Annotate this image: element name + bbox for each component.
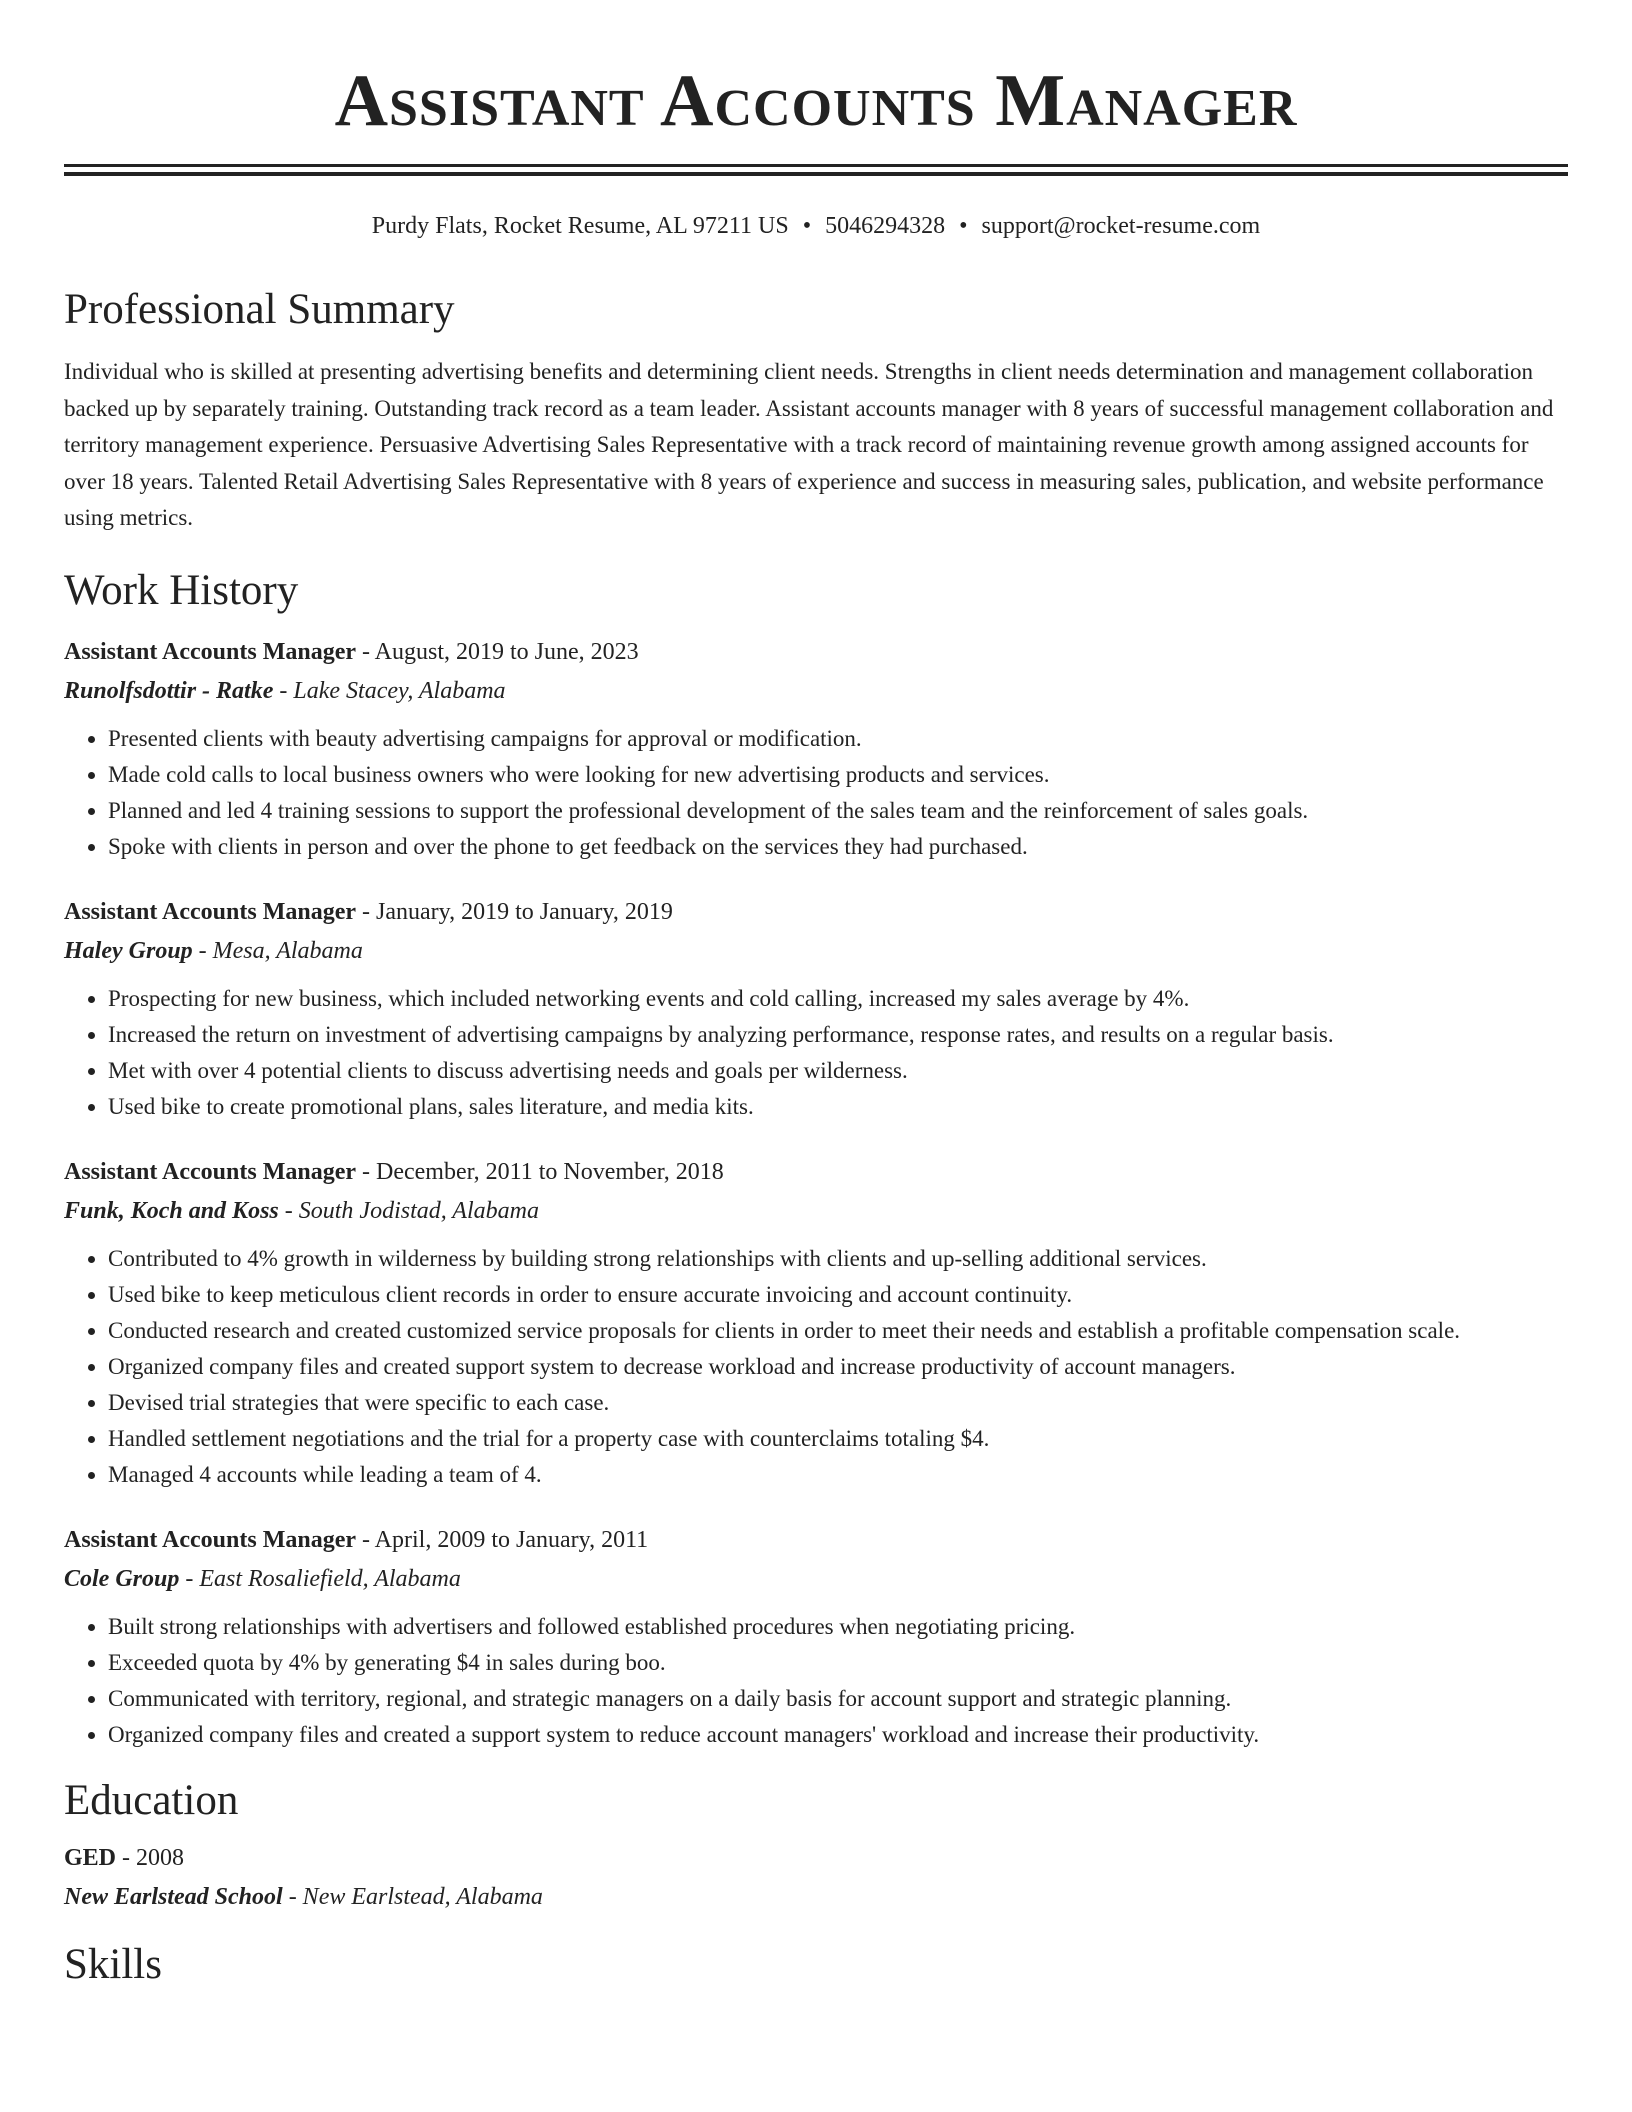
job-company: Funk, Koch and Koss <box>64 1197 279 1224</box>
job-bullet: • Exceeded quota by 4% by generating $4 in sales during boo. <box>108 1645 1568 1681</box>
education-degree: GED <box>64 1844 117 1871</box>
skills-heading: Skills <box>64 1940 162 1988</box>
job-bullet-list <box>64 1241 1568 1493</box>
education-location: - New Earlstead, Alabama <box>282 1883 543 1910</box>
job-location: - East Rosaliefield, Alabama <box>179 1565 461 1592</box>
job-bullet: • Used bike to create promotional plans, sales literature, and media kits. <box>108 1089 1568 1125</box>
job-dates: - April, 2009 to January, 2011 <box>356 1526 649 1553</box>
job-location: - South Jodistad, Alabama <box>278 1197 539 1224</box>
job-bullet-list <box>64 1609 1568 1753</box>
title-divider <box>64 164 1568 176</box>
job-bullet: • Managed 4 accounts while leading a team of 4. <box>108 1457 1568 1493</box>
job-title: Assistant Accounts Manager <box>64 1158 356 1185</box>
job-title-line <box>64 893 1568 932</box>
job-entry <box>64 633 1568 865</box>
job-bullet-list <box>64 721 1568 865</box>
job-title: Assistant Accounts Manager <box>64 898 356 925</box>
job-dates: - December, 2011 to November, 2018 <box>356 1158 724 1185</box>
job-entry <box>64 1153 1568 1493</box>
education-degree-line <box>64 1839 1568 1878</box>
summary-text: Individual who is skilled at presenting advertising benefits and determining client needs. Strengths in client needs determination and management collaboration backed up by separately training. Outstanding track record as a team leader. Assistant accounts manager with 8 years of successful management collaboration and territory management experience. Persuasive Advertising Sales Representative with a track record of maintaining revenue growth among assigned accounts for over 18 years. Talented Retail Advertising Sales Representative with 8 years of experience and success in measuring sales, publication, and website performance using metrics. <box>64 359 1554 530</box>
job-company-line <box>64 1560 1568 1599</box>
education-school: New Earlstead School <box>64 1883 283 1910</box>
job-bullet: • Organized company files and created support system to decrease workload and increase productivity of account managers. <box>108 1349 1568 1385</box>
contact-line <box>64 210 1568 242</box>
contact-separator: • <box>802 213 812 239</box>
job-bullet: • Used bike to keep meticulous client records in order to ensure accurate invoicing and account continuity. <box>108 1277 1568 1313</box>
job-bullet-list <box>64 981 1568 1125</box>
job-bullet: • Built strong relationships with advertisers and followed established procedures when negotiating pricing. <box>108 1609 1568 1645</box>
job-company: Runolfsdottir - Ratke <box>64 677 274 704</box>
education-heading: Education <box>64 1776 239 1824</box>
job-title: Assistant Accounts Manager <box>64 638 356 665</box>
resume-title: Assistant Accounts Manager <box>334 60 1298 142</box>
job-company-line <box>64 1192 1568 1231</box>
job-entry <box>64 1521 1568 1753</box>
job-bullet: • Handled settlement negotiations and the trial for a property case with counterclaims totaling $4. <box>108 1421 1568 1457</box>
job-bullet: • Conducted research and created customized service proposals for clients in order to meet their needs and establish a profitable compensation scale. <box>108 1313 1568 1349</box>
job-bullet: • Organized company files and created a support system to reduce account managers' workload and increase their productivity. <box>108 1717 1568 1753</box>
job-title-line <box>64 1521 1568 1560</box>
job-bullet: • Presented clients with beauty advertising campaigns for approval or modification. <box>108 721 1568 757</box>
job-bullet: • Increased the return on investment of advertising campaigns by analyzing performance, response rates, and results on a regular basis. <box>108 1017 1568 1053</box>
education-entry <box>64 1839 1568 1917</box>
job-bullet: • Spoke with clients in person and over the phone to get feedback on the services they had purchased. <box>108 829 1568 865</box>
work-history-heading: Work History <box>64 566 299 614</box>
contact-separator: • <box>959 213 968 239</box>
summary-heading: Professional Summary <box>64 286 455 333</box>
job-dates: - January, 2019 to January, 2019 <box>356 898 673 925</box>
job-title-line <box>64 1153 1568 1192</box>
job-bullet: • Contributed to 4% growth in wilderness by building strong relationships with clients and up-selling additional services. <box>108 1241 1568 1277</box>
education-year: - 2008 <box>116 1844 185 1871</box>
job-title-line <box>64 633 1568 672</box>
education-school-line <box>64 1878 1568 1917</box>
job-title: Assistant Accounts Manager <box>64 1526 356 1553</box>
job-location: - Mesa, Alabama <box>192 937 363 964</box>
contact-address: Purdy Flats, Rocket Resume, AL 97211 US <box>371 213 789 239</box>
job-entry <box>64 893 1568 1125</box>
job-dates: - August, 2019 to June, 2023 <box>356 638 639 665</box>
job-company: Haley Group <box>64 937 193 964</box>
job-bullet: • Planned and led 4 training sessions to support the professional development of the sales team and the reinforcement of sales goals. <box>108 793 1568 829</box>
contact-email: support@rocket-resume.com <box>981 213 1261 239</box>
contact-phone: 5046294328 <box>825 213 946 239</box>
job-location: - Lake Stacey, Alabama <box>273 677 506 704</box>
job-bullet: • Devised trial strategies that were specific to each case. <box>108 1385 1568 1421</box>
job-company: Cole Group <box>64 1565 180 1592</box>
job-bullet: • Made cold calls to local business owners who were looking for new advertising products and services. <box>108 757 1568 793</box>
job-bullet: • Communicated with territory, regional, and strategic managers on a daily basis for account support and strategic planning. <box>108 1681 1568 1717</box>
job-bullet: • Prospecting for new business, which included networking events and cold calling, increased my sales average by 4%. <box>108 981 1568 1017</box>
job-company-line <box>64 672 1568 711</box>
job-company-line <box>64 932 1568 971</box>
job-bullet: • Met with over 4 potential clients to discuss advertising needs and goals per wilderness. <box>108 1053 1568 1089</box>
